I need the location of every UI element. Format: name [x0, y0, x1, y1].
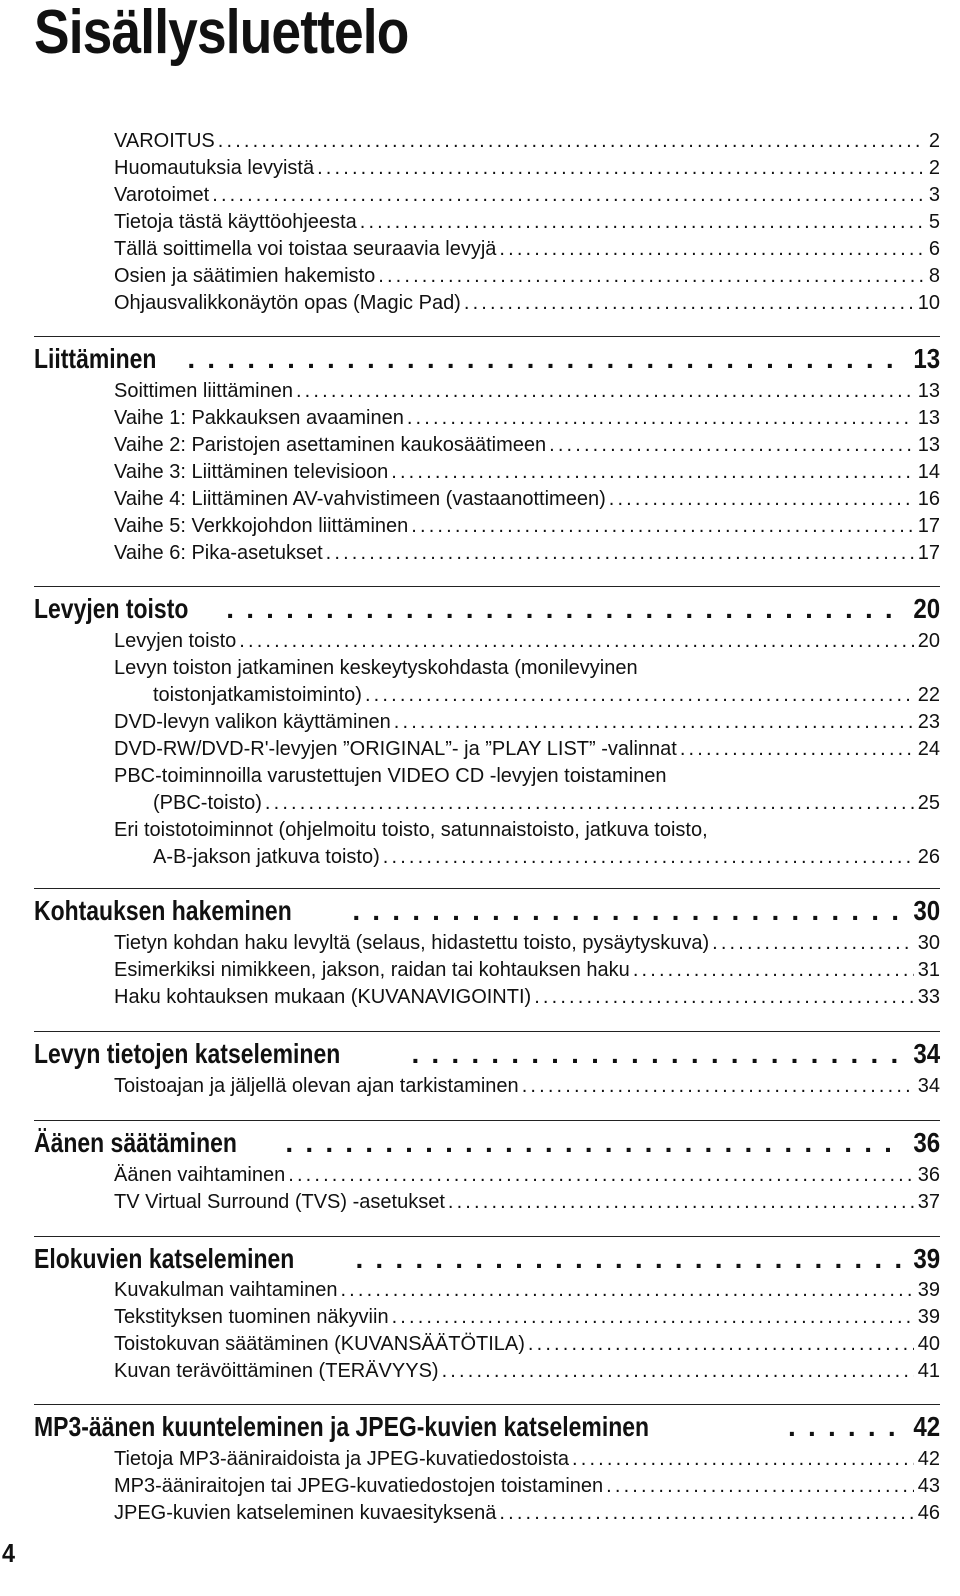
toc-entry[interactable] — [114, 736, 940, 763]
leader-dots — [391, 459, 914, 486]
toc-entry-page: 39 — [917, 1306, 940, 1328]
toc-entry-page: 13 — [917, 434, 940, 456]
toc-entry-title: Vaihe 3: Liittäminen televisioon — [114, 461, 389, 483]
toc-entry[interactable] — [114, 763, 940, 817]
toc-entry-title-cont: toistonjatkamistoiminto) — [153, 684, 362, 706]
toc-entry[interactable] — [114, 817, 940, 871]
toc-entry[interactable] — [114, 209, 940, 236]
toc-entry[interactable] — [114, 1331, 940, 1358]
leader-dots — [411, 1037, 902, 1071]
section-title: Levyn tietojen katseleminen — [34, 1038, 341, 1069]
toc-entry-title: TV Virtual Surround (TVS) -asetukset — [114, 1191, 445, 1213]
toc-entry[interactable] — [114, 1446, 940, 1473]
leader-dots — [499, 1500, 913, 1527]
toc-entry[interactable] — [114, 1162, 940, 1189]
toc-entry-page: 25 — [917, 792, 940, 814]
leader-dots — [340, 1277, 913, 1304]
leader-dots — [392, 1304, 914, 1331]
toc-entry-page: 46 — [917, 1502, 940, 1524]
section-page: 13 — [913, 343, 940, 374]
toc-entry-title: Vaihe 1: Pakkauksen avaaminen — [114, 407, 404, 429]
toc-entry[interactable] — [114, 1304, 940, 1331]
toc-entry-title: Osien ja säätimien hakemisto — [114, 265, 376, 287]
toc-entry-page: 33 — [917, 986, 940, 1008]
toc-entry-page: 40 — [917, 1333, 940, 1355]
section-title: Liittäminen — [34, 343, 157, 374]
leader-dots — [522, 1073, 914, 1100]
toc-entry-title: Vaihe 2: Paristojen asettaminen kaukosäätimeen — [114, 434, 547, 456]
toc-entry-page: 42 — [917, 1448, 940, 1470]
toc-entry-page: 5 — [928, 211, 940, 233]
toc-entry-title: Kuvan terävöittäminen (TERÄVYYS) — [114, 1360, 439, 1382]
toc-entry-title: Vaihe 5: Verkkojohdon liittäminen — [114, 515, 409, 537]
toc-entry[interactable] — [114, 155, 940, 182]
toc-entry-title: VAROITUS — [114, 130, 215, 152]
toc-entry[interactable] — [114, 405, 940, 432]
toc-entry[interactable] — [114, 957, 940, 984]
toc-entry-page: 31 — [917, 959, 940, 981]
toc-entry-page: 34 — [917, 1075, 940, 1097]
section-title: MP3-äänen kuunteleminen ja JPEG-kuvien katseleminen — [34, 1411, 650, 1442]
section-heading[interactable] — [34, 336, 940, 376]
section-rule — [34, 1236, 940, 1237]
toc-entry-page: 14 — [917, 461, 940, 483]
toc-entry-title: Haku kohtauksen mukaan (KUVANAVIGOINTI) — [114, 986, 532, 1008]
toc-entry-title: Levyn toiston jatkaminen keskeytyskohdasta (monilevyinen — [114, 657, 638, 679]
section-rule — [34, 1404, 940, 1405]
leader-dots — [534, 984, 914, 1011]
toc-entry-page: 36 — [917, 1164, 940, 1186]
toc-entry[interactable] — [114, 513, 940, 540]
section-rule — [34, 1120, 940, 1121]
section-heading[interactable] — [34, 888, 940, 928]
toc-entry-title: Esimerkiksi nimikkeen, jakson, raidan tai kohtauksen haku — [114, 959, 630, 981]
toc-entry-title: Tietyn kohdan haku levyltä (selaus, hidastettu toisto, pysäytyskuva) — [114, 932, 710, 954]
leader-dots — [394, 709, 914, 736]
leader-dots — [712, 930, 914, 957]
section-page: 34 — [913, 1038, 940, 1069]
toc-entry-title: PBC-toiminnoilla varustettujen VIDEO CD -levyjen toistaminen — [114, 765, 667, 787]
leader-dots — [355, 1242, 902, 1276]
toc-entry-page: 10 — [917, 292, 940, 314]
leader-dots — [360, 209, 925, 236]
toc-entry-title-cont: A-B-jakson jatkuva toisto) — [153, 846, 380, 868]
toc-entry-page: 37 — [917, 1191, 940, 1213]
toc-entry[interactable] — [114, 290, 940, 317]
leader-dots — [680, 736, 914, 763]
toc-entry[interactable] — [114, 930, 940, 957]
toc-entry-page: 8 — [928, 265, 940, 287]
leader-dots — [285, 1126, 902, 1160]
leader-dots — [609, 486, 914, 513]
toc-entry[interactable] — [114, 378, 940, 405]
toc-entry[interactable] — [114, 1500, 940, 1527]
section-heading[interactable] — [34, 586, 940, 626]
toc-entry-title: Tietoja MP3-ääniraidoista ja JPEG-kuvatiedostoista — [114, 1448, 570, 1470]
section-rule — [34, 888, 940, 889]
leader-dots — [239, 628, 913, 655]
section-heading[interactable] — [34, 1031, 940, 1071]
toc-entry-title: Soittimen liittäminen — [114, 380, 293, 402]
toc-entry-title: JPEG-kuvien katseleminen kuvaesityksenä — [114, 1502, 497, 1524]
section-page: 36 — [913, 1127, 940, 1158]
toc-entry-page: 2 — [928, 157, 940, 179]
toc-entry[interactable] — [114, 709, 940, 736]
leader-dots — [788, 1410, 903, 1444]
leader-dots — [296, 378, 914, 405]
toc-entry-title: Varotoimet — [114, 184, 210, 206]
section-rule — [34, 1031, 940, 1032]
toc-entry-title: Toistoajan ja jäljellä olevan ajan tarkistaminen — [114, 1075, 519, 1097]
toc-entry-title: Toistokuvan säätäminen (KUVANSÄÄTÖTILA) — [114, 1333, 525, 1355]
section-heading[interactable] — [34, 1236, 940, 1276]
toc-entry-page: 6 — [928, 238, 940, 260]
leader-dots — [411, 513, 913, 540]
leader-dots — [383, 844, 914, 871]
section-title: Kohtauksen hakeminen — [34, 895, 292, 926]
section-page: 20 — [913, 593, 940, 624]
toc-entry-page: 23 — [917, 711, 940, 733]
leader-dots — [549, 432, 914, 459]
toc-entry[interactable] — [114, 540, 940, 567]
leader-dots — [212, 182, 925, 209]
toc-entry-title: Vaihe 4: Liittäminen AV-vahvistimeen (vastaanottimeen) — [114, 488, 606, 510]
leader-dots — [633, 957, 914, 984]
toc-entry-title: DVD-levyn valikon käyttäminen — [114, 711, 391, 733]
section-title: Elokuvien katseleminen — [34, 1243, 295, 1274]
toc-entry-page: 13 — [917, 380, 940, 402]
section-rule — [34, 586, 940, 587]
leader-dots — [572, 1446, 914, 1473]
section-page: 30 — [913, 895, 940, 926]
toc-entry-title: Vaihe 6: Pika-asetukset — [114, 542, 323, 564]
leader-dots — [352, 894, 903, 928]
toc-entry-page: 13 — [917, 407, 940, 429]
toc-entry[interactable] — [114, 459, 940, 486]
section-heading[interactable] — [34, 1404, 940, 1444]
leader-dots — [499, 236, 924, 263]
toc-entry[interactable] — [114, 128, 940, 155]
toc-entry-page: 17 — [917, 515, 940, 537]
toc-entry-page: 17 — [917, 542, 940, 564]
toc-entry[interactable] — [114, 263, 940, 290]
leader-dots — [606, 1473, 914, 1500]
leader-dots — [442, 1358, 914, 1385]
toc-entry-page: 39 — [917, 1279, 940, 1301]
toc-entry-title: MP3-ääniraitojen tai JPEG-kuvatiedostojen toistaminen — [114, 1475, 604, 1497]
toc-entry-page: 16 — [917, 488, 940, 510]
leader-dots — [326, 540, 914, 567]
toc-entry[interactable] — [114, 432, 940, 459]
leader-dots — [226, 592, 903, 626]
toc-entry-title: Äänen vaihtaminen — [114, 1164, 286, 1186]
toc-entry[interactable] — [114, 486, 940, 513]
toc-entry-page: 3 — [928, 184, 940, 206]
toc-entry-title-cont: (PBC-toisto) — [153, 792, 262, 814]
section-title: Levyjen toisto — [34, 593, 189, 624]
toc-entry-title: Tietoja tästä käyttöohjeesta — [114, 211, 357, 233]
toc-entry-title: DVD-RW/DVD-R'-levyjen ”ORIGINAL”- ja ”PLAY LIST” -valinnat — [114, 738, 677, 760]
toc-entry-title: Huomautuksia levyistä — [114, 157, 315, 179]
toc-entry[interactable] — [114, 655, 940, 709]
toc-entry[interactable] — [114, 1073, 940, 1100]
toc-entry-page: 20 — [917, 630, 940, 652]
toc-entry[interactable] — [114, 1277, 940, 1304]
toc-entry-page: 24 — [917, 738, 940, 760]
section-page: 39 — [913, 1243, 940, 1274]
section-page: 42 — [913, 1411, 940, 1442]
leader-dots — [528, 1331, 914, 1358]
toc-entry[interactable] — [114, 236, 940, 263]
toc-entry-page: 30 — [917, 932, 940, 954]
toc-entry[interactable] — [114, 1189, 940, 1216]
leader-dots — [407, 405, 914, 432]
toc-entry-title: Tällä soittimella voi toistaa seuraavia levyjä — [114, 238, 497, 260]
toc-entry[interactable] — [114, 984, 940, 1011]
toc-entry[interactable] — [114, 628, 940, 655]
leader-dots — [288, 1162, 914, 1189]
toc-entry-title: Levyjen toisto — [114, 630, 237, 652]
section-rule — [34, 336, 940, 337]
toc-entry-page: 2 — [928, 130, 940, 152]
leader-dots — [265, 790, 914, 817]
toc-entry-page: 26 — [917, 846, 940, 868]
leader-dots — [378, 263, 925, 290]
toc-entry-page: 41 — [917, 1360, 940, 1382]
leader-dots — [365, 682, 914, 709]
toc-entry-title: Kuvakulman vaihtaminen — [114, 1279, 338, 1301]
leader-dots — [448, 1189, 914, 1216]
toc-entry-title: Tekstityksen tuominen näkyviin — [114, 1306, 389, 1328]
leader-dots — [218, 128, 925, 155]
toc-entry[interactable] — [114, 1358, 940, 1385]
toc-entry[interactable] — [114, 1473, 940, 1500]
toc-entry-page: 43 — [917, 1475, 940, 1497]
toc-entry-page: 22 — [917, 684, 940, 706]
section-heading[interactable] — [34, 1120, 940, 1160]
leader-dots — [317, 155, 925, 182]
toc-entry-title: Eri toistotoiminnot (ohjelmoitu toisto, satunnaistoisto, jatkuva toisto, — [114, 819, 708, 841]
page-number: 4 — [2, 1538, 16, 1568]
leader-dots — [187, 342, 903, 376]
section-title: Äänen säätäminen — [34, 1127, 237, 1158]
leader-dots — [464, 290, 914, 317]
page-title: Sisällysluettelo — [34, 0, 409, 67]
toc-entry-title: Ohjausvalikkonäytön opas (Magic Pad) — [114, 292, 461, 314]
toc-entry[interactable] — [114, 182, 940, 209]
